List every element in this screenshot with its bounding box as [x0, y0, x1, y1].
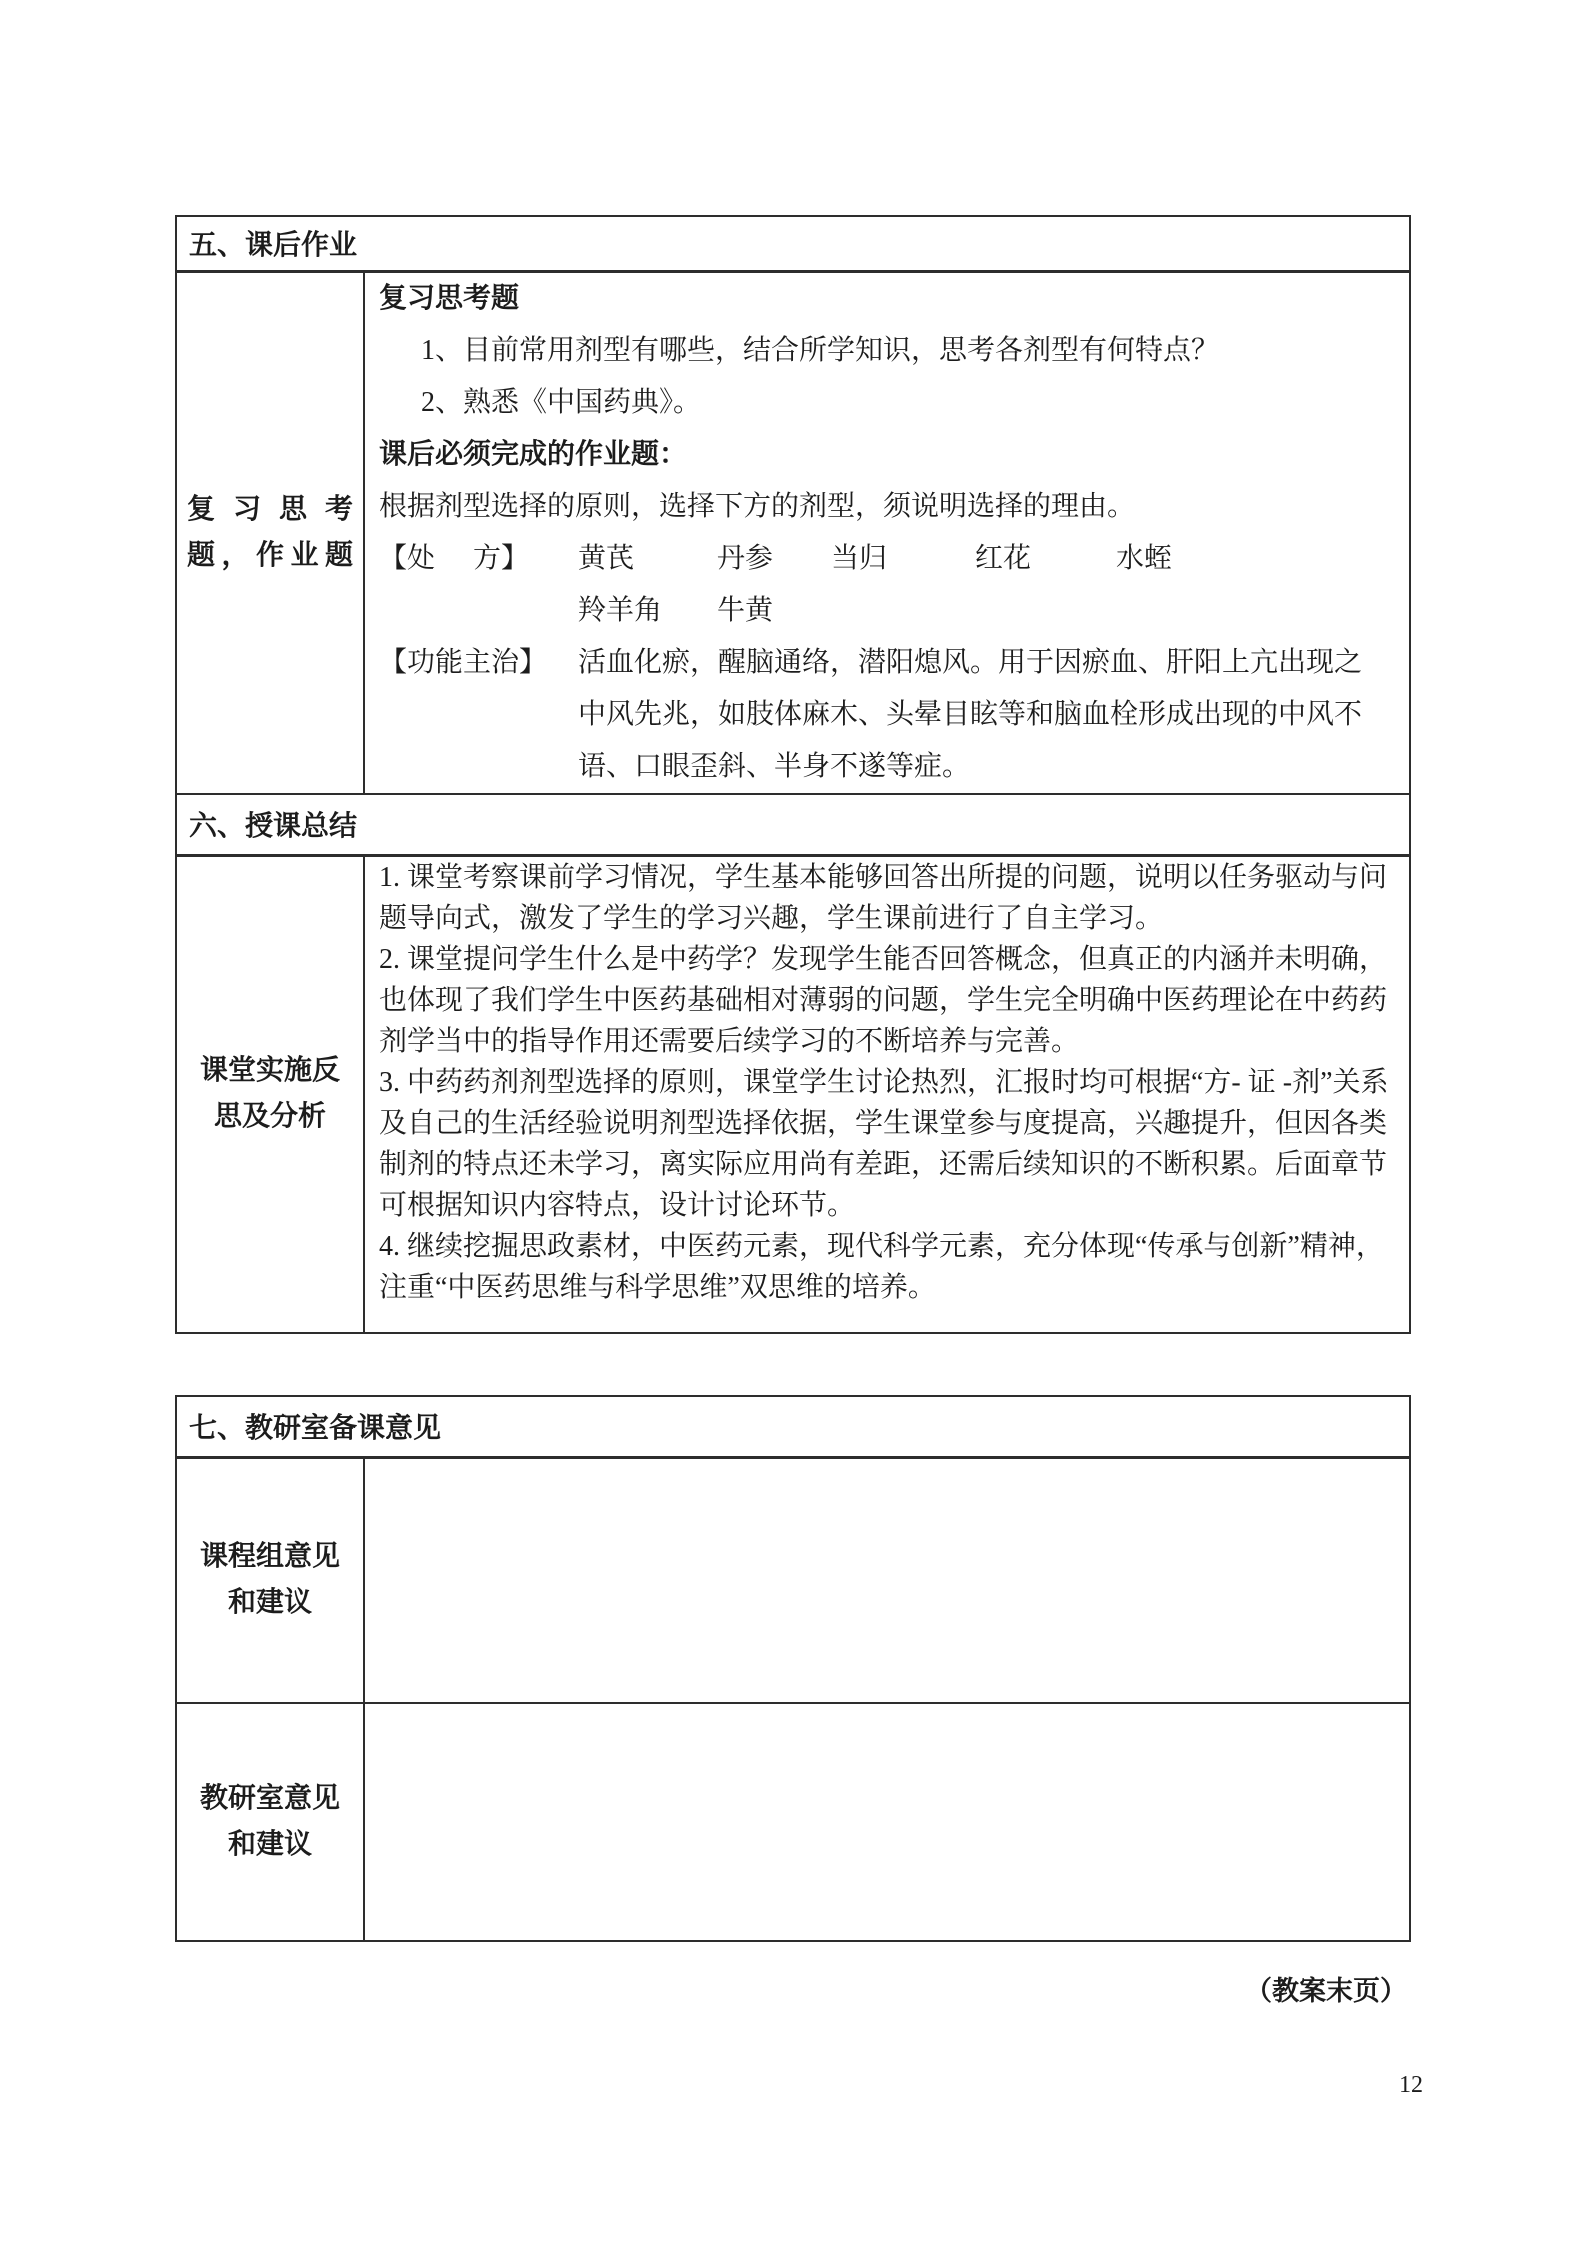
drug-name: 当归	[831, 542, 888, 574]
section6-content-cell	[364, 856, 1410, 1333]
function-indication-text: 活血化瘀，醒脑通络，潜阳熄风。用于因瘀血、肝阳上亢出现之中风先兆，如肢体麻木、头晕目眩等和脑血栓形成出现的中风不语、口眼歪斜、半身不遂等症。	[578, 646, 1363, 782]
drug-name: 水蛭	[1116, 542, 1173, 574]
section6-header: 六、授课总结	[176, 794, 1410, 856]
review-item: 2、熟悉《中国药典》。	[421, 386, 702, 418]
prescription-label	[379, 533, 529, 585]
teaching-office-label-line1: 教研室意见	[199, 1783, 340, 1814]
summary-item: 4. 继续挖掘思政素材，中医药元素，现代科学元素，充分体现“传承与创新”精神，注重“中医药思维与科学思维”双思维的培养。	[379, 1231, 1384, 1303]
section6-row-label	[176, 856, 364, 1333]
teaching-office-label	[176, 1703, 364, 1941]
homework-intro: 根据剂型选择的原则，选择下方的剂型，须说明选择的理由。	[379, 490, 1136, 522]
homework-heading: 课后必须完成的作业题：	[379, 438, 688, 470]
office-opinion-table	[175, 1395, 1411, 1942]
prescription-line-2	[379, 585, 1397, 637]
end-of-plan-note: （教案末页）	[1245, 1976, 1407, 2006]
page-number: 12	[1399, 2072, 1423, 2098]
prescription-label-close: 方】	[472, 542, 529, 574]
course-group-label-line2: 和建议	[227, 1587, 312, 1619]
section5-content-cell	[364, 271, 1410, 794]
drug-name: 羚羊角	[578, 594, 663, 626]
teaching-office-label-line2: 和建议	[227, 1829, 312, 1860]
drug-name: 红花	[975, 542, 1032, 574]
prescription-line-1	[379, 533, 1397, 585]
course-group-label-line1: 课程组意见	[199, 1541, 340, 1573]
drug-name: 黄芪	[578, 542, 635, 574]
section6-row-label-line2: 思及分析	[213, 1101, 326, 1133]
review-item: 1、目前常用剂型有哪些，结合所学知识，思考各剂型有何特点？	[421, 334, 1220, 366]
section5-header: 五、课后作业	[176, 216, 1410, 271]
section5-row-label-line1: 复习思考	[187, 493, 353, 525]
drug-name: 牛黄	[717, 594, 774, 626]
function-indication-label: 【功能主治】	[379, 646, 548, 678]
function-indication-block	[379, 637, 1397, 793]
prescription-label-open: 【处	[379, 542, 436, 574]
section5-row-label-line2: 题，作业题	[187, 539, 353, 571]
review-heading: 复习思考题	[379, 282, 520, 314]
section6-row-label-line1: 课堂实施反	[199, 1055, 340, 1087]
drug-name: 丹参	[717, 542, 774, 574]
course-group-content-cell	[364, 1457, 1410, 1703]
summary-item: 2. 课堂提问学生什么是中药学？发现学生能否回答概念，但真正的内涵并未明确，也体现了我们学生中医药基础相对薄弱的问题，学生完全明确中医药理论在中药药剂学当中的指导作用还需要后续学习的不断培养与完善。	[379, 944, 1388, 1057]
summary-item: 3. 中药药剂剂型选择的原则，课堂学生讨论热烈，汇报时均可根据“方- 证 -剂”关系及自己的生活经验说明剂型选择依据，学生课堂参与度提高，兴趣提升，但因各类制剂的特点还未学习，离实际应用尚有差距，还需后续知识的不断积累。后面章节可根据知识内容特点，设计讨论环节。	[379, 1067, 1389, 1221]
summary-item: 1. 课堂考察课前学习情况，学生基本能够回答出所提的问题，说明以任务驱动与问题导向式，激发了学生的学习兴趣，学生课前进行了自主学习。	[379, 862, 1388, 934]
section7-header: 七、教研室备课意见	[176, 1396, 1410, 1457]
teaching-office-content-cell	[364, 1703, 1410, 1941]
course-group-label	[176, 1457, 364, 1703]
section5-row-label	[176, 271, 364, 794]
homework-summary-table	[175, 215, 1411, 1334]
